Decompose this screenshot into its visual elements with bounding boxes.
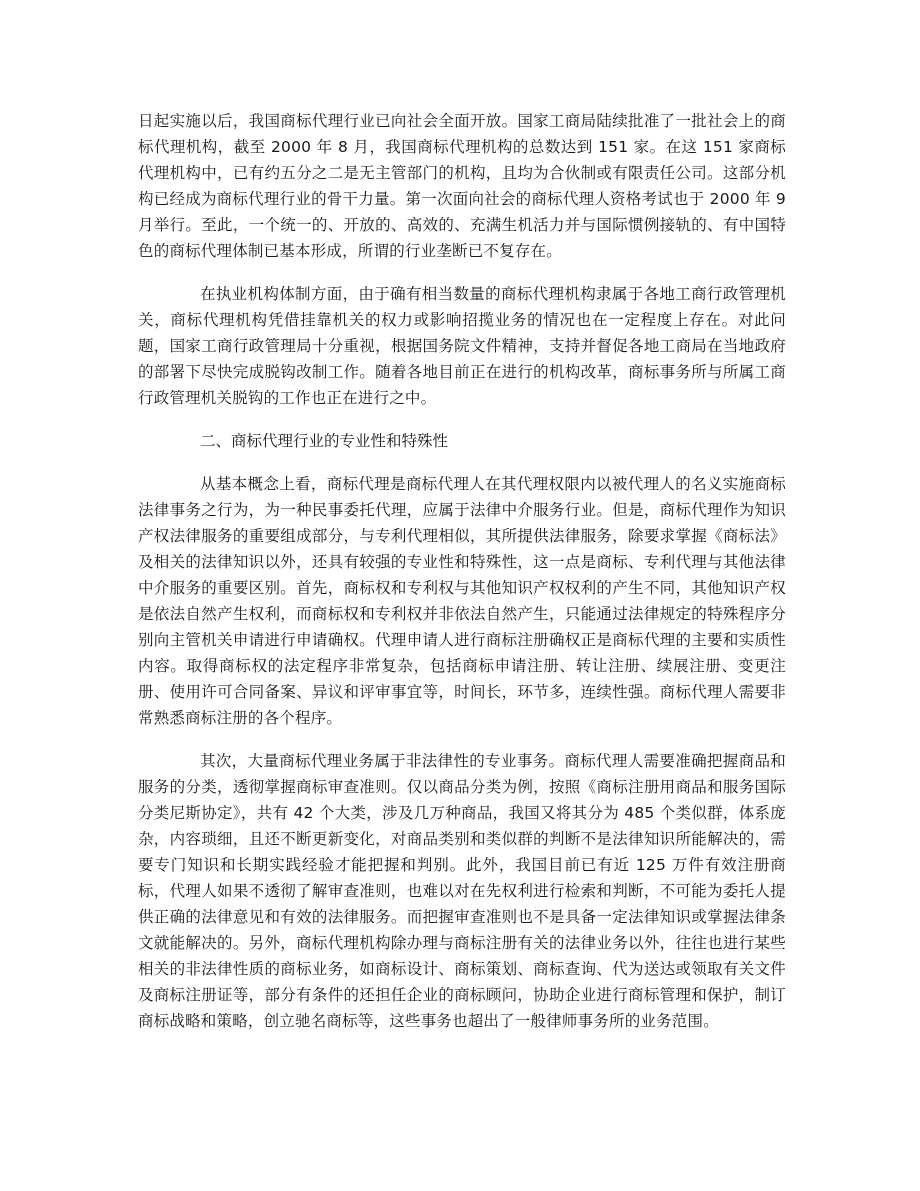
paragraph-institution-system: 在执业机构体制方面，由于确有相当数量的商标代理机构隶属于各地工商行政管理机关，商标代理机构凭借挂靠机关的权力或影响招揽业务的情况也在一定程度上存在。对此问题，国家工商行政管理局十分重视，根据国务院文件精神，支持并督促各地工商局在当地政府的部署下尽快完成脱钩改制工作。随着各地目前正在进行的机构改革，商标事务所与所属工商行政管理机关脱钩的工作也正在进行之中。 (138, 285, 786, 407)
paragraph-secondly: 其次，大量商标代理业务属于非法律性的专业事务。商标代理人需要准确把握商品和服务的分类，透彻掌握商标审查准则。仅以商品分类为例，按照《商标注册用商品和服务国际分类尼斯协定》，共有 42 个大类，涉及几万种商品，我国又将其分为 485 个类似群，体系庞杂，内容琐细，且还不断更新变化，对商品类别和类似群的判断不是法律知识所能解决的，需要专门知识和长期实践经验才能把握和判别。此外，我国目前已有近 125 万件有效注册商标，代理人如果不透彻了解审查准则，也难以对在先权利进行检索和判断，不可能为委托人提供正确的法律意见和有效的法律服务。而把握审查准则也不是具备一定法律知识或掌握法律条文就能解决的。另外，商标代理机构除办理与商标注册有关的法律业务以外，往往也进行某些相关的非法律性质的商标业务，如商标设计、商标策划、商标查询、代为送达或领取有关文件及商标注册证等，部分有条件的还担任企业的商标顾问，协助企业进行商标管理和保护，制订商标战略和策略，创立驰名商标等，这些事务也超出了一般律师事务所的业务范围。 (138, 752, 786, 1030)
document-page (138, 108, 786, 1034)
section-heading: 二、商标代理行业的专业性和特殊性 (200, 432, 449, 450)
paragraph-opening: 日起实施以后，我国商标代理行业已向社会全面开放。国家工商局陆续批准了一批社会上的商标代理机构，截至 2000 年 8 月，我国商标代理机构的总数达到 151 家。在这 151 家商标代理机构中，已有约五分之二是无主管部门的机构，且均为合伙制或有限责任公司。这部分机构已经成为商标代理行业的骨干力量。第一次面向社会的商标代理人资格考试也于 2000 年 9 月举行。至此，一个统一的、开放的、高效的、充满生机活力并与国际惯例接轨的、有中国特色的商标代理体制已基本形成，所谓的行业垄断已不复存在。 (138, 112, 786, 260)
paragraph-basic-concept: 从基本概念上看，商标代理是商标代理人在其代理权限内以被代理人的名义实施商标法律事务之行为，为一种民事委托代理，应属于法律中介服务行业。但是，商标代理作为知识产权法律服务的重要组成部分，与专利代理相似，其所提供法律服务，除要求掌握《商标法》及相关的法律知识以外，还具有较强的专业性和特殊性，这一点是商标、专利代理与其他法律中介服务的重要区别。首先，商标权和专利权与其他知识产权权利的产生不同，其他知识产权是依法自然产生权利，而商标权和专利权并非依法自然产生，只能通过法律规定的特殊程序分别向主管机关申请进行申请确权。代理申请人进行商标注册确权正是商标代理的主要和实质性内容。取得商标权的法定程序非常复杂，包括商标申请注册、转让注册、续展注册、变更注册、使用许可合同备案、异议和评审事宜等，时间长，环节多，连续性强。商标代理人需要非常熟悉商标注册的各个程序。 (138, 475, 786, 727)
